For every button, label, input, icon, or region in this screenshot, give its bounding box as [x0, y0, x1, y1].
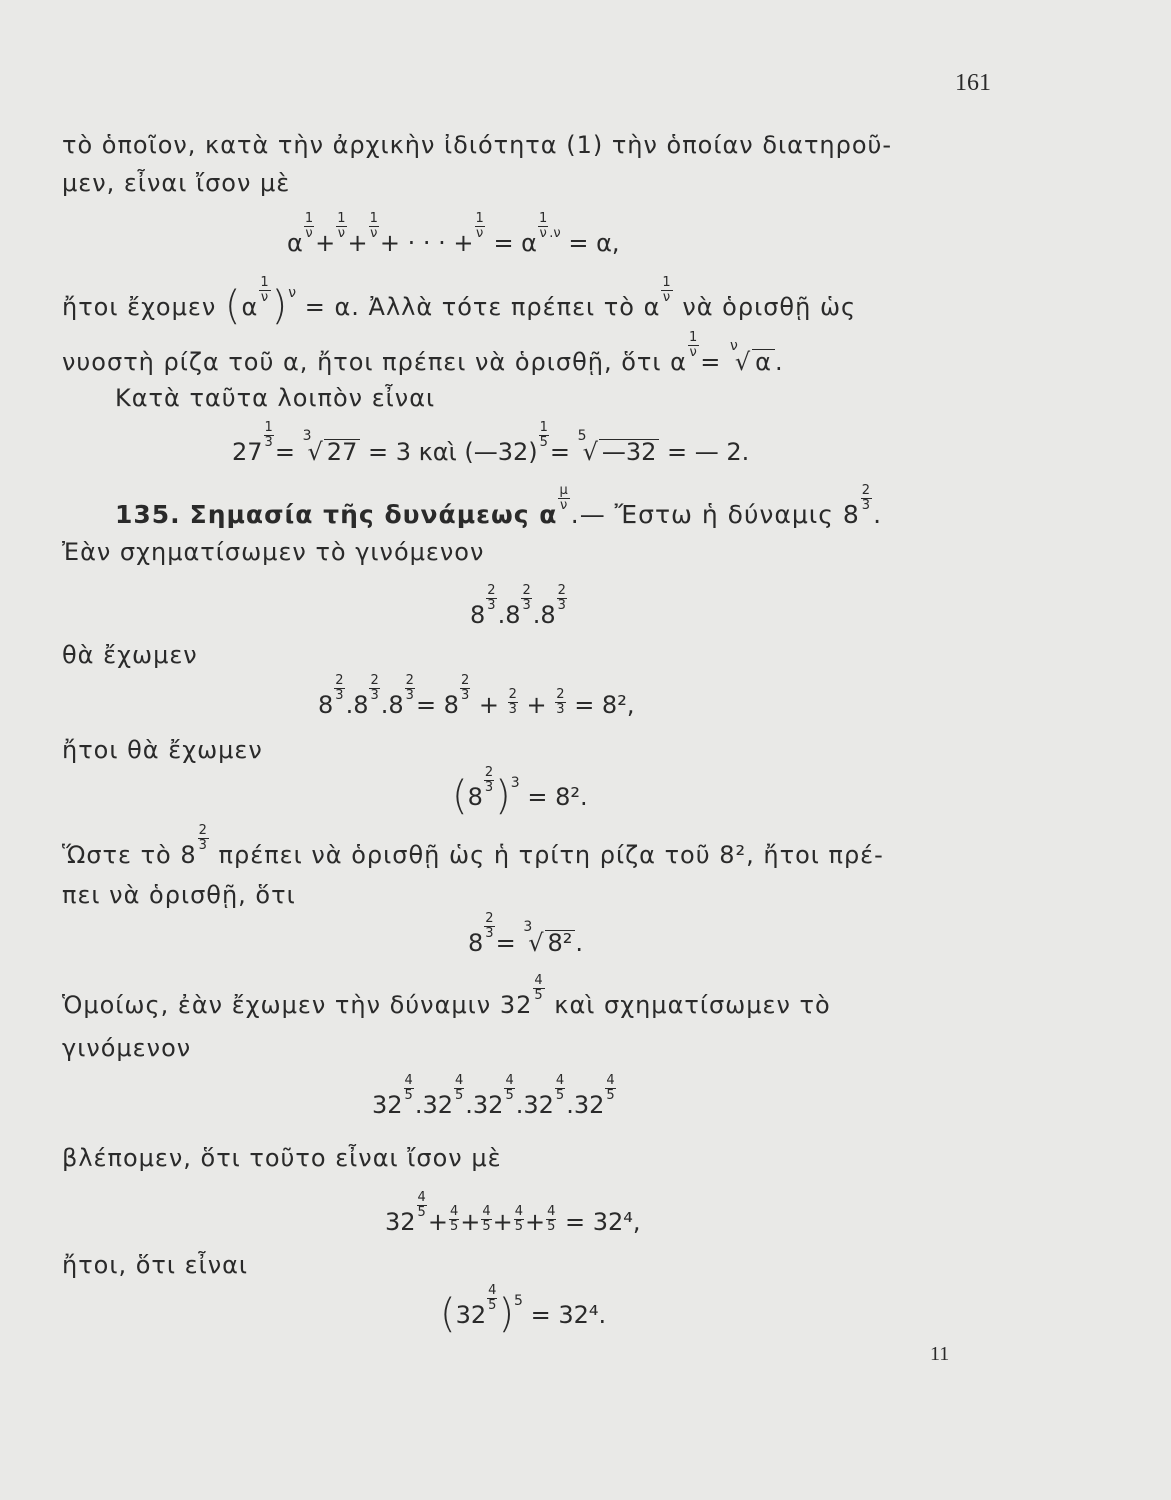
section-heading: 135. Σημασία τῆς δυνάμεως α $\frac{\mu}{\nu}$ .— Ἔστω ἡ δύναμις 8 $\frac{2}{3}$ .	[115, 482, 883, 529]
equation-product-8: 8 $\frac{2}{3}$ .8 $\frac{2}{3}$ .8 $\frac{2}{3}$	[470, 582, 566, 629]
paragraph-line: ἤτοι θὰ ἔχωμεν	[62, 736, 263, 764]
equation-power-8: (8 $\frac{2}{3}$ )$^3$ = 8².	[452, 764, 588, 819]
equation-product-32: 32 $\frac{4}{5}$ .32 $\frac{4}{5}$ .32 $\frac{4}{5}$ .32 $\frac{4}{5}$ .32 $\frac{4}{5}$	[372, 1072, 615, 1119]
equation-root-8: 8 $\frac{2}{3}$ = $^3$√ 8² .	[468, 910, 584, 957]
equation-exponent-sum: α $\frac{1}{\nu}$ + $\frac{1}{\nu}$ + $\frac{1}{\nu}$ + · · · + $\frac{1}{\nu}$ = α $\frac{1}{\nu}$ $^{.\nu}$ = α,	[287, 210, 620, 257]
paragraph-line: γινόμενον	[62, 1034, 192, 1062]
paragraph-line: Κατὰ ταῦτα λοιπὸν εἶναι	[115, 384, 436, 412]
paragraph-line: τὸ ὁποῖον, κατὰ τὴν ἀρχικὴν ἰδιότητα (1) τὴν ὁποίαν διατηροῦ-	[62, 131, 893, 159]
equation-roots-example: 27 $\frac{1}{3}$ = $^3$√ 27 = 3 καὶ (—32) $\frac{1}{5}$ = $^5$√ —32 = — 2.	[232, 419, 750, 466]
paragraph-line: πει νὰ ὁρισθῇ, ὅτι	[62, 881, 296, 909]
paragraph-line: ἤτοι, ὅτι εἶναι	[62, 1251, 249, 1279]
paragraph-line: ἤτοι ἔχομεν (α $\frac{1}{\nu}$ )$^\nu$ = α. Ἀλλὰ τότε πρέπει τὸ α $\frac{1}{\nu}$ νὰ ὁρισθῇ ὡς	[62, 274, 857, 329]
paragraph-line: Ὥστε τὸ 8 $\frac{2}{3}$ πρέπει νὰ ὁρισθῇ ὡς ἡ τρίτη ρίζα τοῦ 8², ἤτοι πρέ-	[62, 822, 884, 869]
page-number: 161	[955, 70, 991, 96]
paragraph-line: Ὁμοίως, ἐὰν ἔχωμεν τὴν δύναμιν 32 $\frac{4}{5}$ καὶ σχηματίσωμεν τὸ	[62, 972, 831, 1019]
equation-sum-32: 32 $\frac{4}{5}$ + $\frac{4}{5}$ + $\frac{4}{5}$ + $\frac{4}{5}$ + $\frac{4}{5}$ = 32⁴,	[385, 1189, 641, 1236]
equation-sum-8: 8 $\frac{2}{3}$ .8 $\frac{2}{3}$ .8 $\frac{2}{3}$ = 8 $\frac{2}{3}$ + $\frac{2}{3}$ + $\frac{2}{3}$ = 8²,	[318, 672, 635, 719]
paragraph-line: Ἐὰν σχηματίσωμεν τὸ γινόμενον	[62, 538, 485, 566]
signature-mark: 11	[930, 1343, 950, 1365]
equation-power-32: (32 $\frac{4}{5}$ )$^5$ = 32⁴.	[440, 1282, 607, 1337]
paragraph-line: νυοστὴ ρίζα τοῦ α, ἤτοι πρέπει νὰ ὁρισθῇ, ὅτι α $\frac{1}{\nu}$ = $^\nu$√ α .	[62, 329, 784, 376]
paragraph-line: βλέπομεν, ὅτι τοῦτο εἶναι ἴσον μὲ	[62, 1144, 502, 1172]
paragraph-line: θὰ ἔχωμεν	[62, 641, 198, 669]
paragraph-line: μεν, εἶναι ἴσον μὲ	[62, 169, 291, 197]
